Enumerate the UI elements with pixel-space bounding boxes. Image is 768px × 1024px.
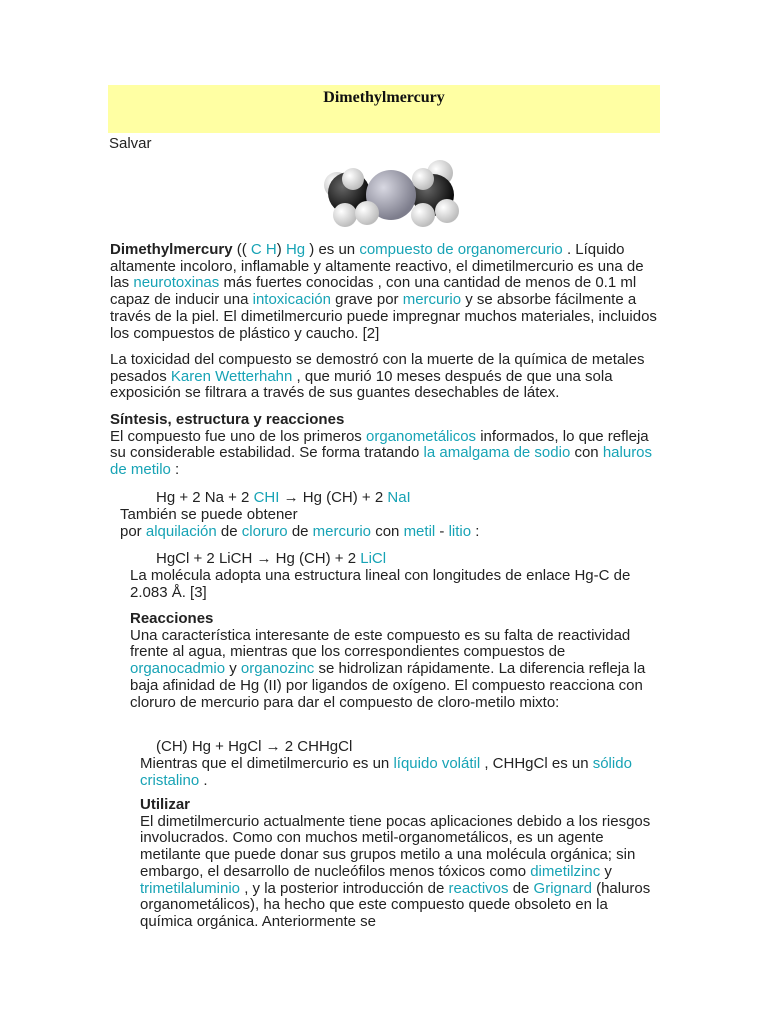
link-compuesto-organomercurio[interactable]: compuesto de organomercurio — [359, 241, 563, 258]
hydrogen-atom — [342, 168, 364, 190]
link-solido-cristalino[interactable]: sólido cristalino — [140, 755, 632, 789]
link-intoxicacion[interactable]: intoxicación — [252, 291, 331, 309]
alternative-synthesis: También se puede obtener por alquilación de cloruro de mercurio con metil - litio : — [120, 506, 480, 540]
link-alquilacion[interactable]: alquilación — [145, 522, 217, 540]
equation-1: Hg + 2 Na + 2 CHI → Hg (CH) + 2 NaI — [156, 489, 411, 506]
hydrogen-atom — [411, 203, 435, 227]
salvar-link[interactable]: Salvar — [109, 135, 152, 152]
link-amalgama-sodio[interactable]: la amalgama de sodio — [423, 444, 571, 462]
link-grignard[interactable]: Grignard — [533, 879, 592, 897]
link-mercurio[interactable]: mercurio — [402, 291, 462, 309]
reactions-section: Reacciones Una característica interesante de este compuesto es su falta de reactividad frente al agua, mientras que los correspondientes compuestos de organocadmio y organozinc se hidrolizan rápidamente. La diferencia refleja la baja afinidad de Hg (II) por ligandos de oxígeno. El compuesto reacciona con cloruro de mercurio para dar el compuesto de cloro-metilo mixto: — [130, 610, 646, 711]
link-liquido-volatil[interactable]: líquido volátil — [393, 755, 481, 772]
compound-name: Dimethylmercury — [110, 241, 233, 258]
synthesis-heading: Síntesis, estructura y reacciones — [110, 411, 345, 428]
link-cloruro[interactable]: cloruro — [241, 522, 288, 540]
equation-2: HgCl + 2 LiCH → Hg (CH) + 2 LiCl — [156, 550, 387, 567]
hydrogen-atom — [355, 201, 379, 225]
page-title: Dimethylmercury — [323, 89, 445, 106]
link-nai[interactable]: NaI — [387, 489, 411, 506]
link-c[interactable]: C — [250, 241, 262, 258]
link-haluros-metilo[interactable]: haluros de metilo — [110, 444, 653, 479]
dimethylmercury-space-filling-model — [315, 155, 465, 235]
link-h[interactable]: H — [265, 241, 277, 258]
link-dimetilzinc[interactable]: dimetilzinc — [530, 862, 601, 880]
link-organometalicos[interactable]: organometálicos — [365, 427, 477, 445]
hydrogen-atom — [333, 203, 357, 227]
link-organozinc[interactable]: organozinc — [240, 660, 315, 678]
link-trimetilaluminio[interactable]: trimetilaluminio — [140, 879, 241, 897]
uses-section: Utilizar El dimetilmercurio actualmente tiene pocas aplicaciones debido a los riesgos involucrados. Como con muchos metil-organometálicos, es un agente metilante que puede donar sus grupos metilo a una molécula orgánica; sin embargo, el desarrollo de nucleófilos menos tóxicos como dimetilzinc y trimetilaluminio , y la posterior introducción de reactivos de Grignard (haluros organometálicos), ha hecho que este compuesto quede obsoleto en la química orgánica. Anteriormente se — [140, 796, 651, 930]
link-reactivos[interactable]: reactivos — [448, 879, 509, 897]
hydrogen-atom — [435, 199, 459, 223]
link-hg[interactable]: Hg — [285, 241, 306, 258]
link-organocadmio[interactable]: organocadmio — [130, 660, 226, 678]
link-licl[interactable]: LiCl — [360, 550, 387, 567]
link-chi[interactable]: CHI — [253, 489, 280, 506]
title-banner — [108, 85, 660, 133]
toxicity-paragraph: La toxicidad del compuesto se demostró con la muerte de la química de metales pesados Karen Wetterhahn , que murió 10 meses después de que una sola exposición se filtrara a través de sus guantes desechables de látex. — [110, 351, 645, 402]
equation-3: (CH) Hg + HgCl → 2 CHHgCl — [156, 738, 353, 755]
structure-paragraph: La molécula adopta una estructura lineal con longitudes de enlace Hg-C de 2.083 Å. [3] — [130, 567, 631, 601]
link-karen-wetterhahn[interactable]: Karen Wetterhahn — [170, 367, 293, 385]
link-metil[interactable]: metil — [403, 522, 436, 540]
link-litio[interactable]: litio — [448, 522, 472, 540]
synthesis-section: Síntesis, estructura y reacciones El compuesto fue uno de los primeros organometálicos informados, lo que refleja su considerable estabilidad. Se forma tratando la amalgama de sodio con haluros de metilo : — [110, 411, 653, 479]
link-mercurio-2[interactable]: mercurio — [312, 522, 372, 540]
reactions-heading: Reacciones — [130, 610, 214, 627]
link-neurotoxinas[interactable]: neurotoxinas — [133, 274, 220, 292]
products-paragraph: Mientras que el dimetilmercurio es un líquido volátil , CHHgCl es un sólido cristalino . — [140, 755, 632, 789]
intro-paragraph: Dimethylmercury (( C H) Hg ) es un compuesto de organomercurio . Líquido altamente incoloro, inflamable y altamente reactivo, el dimetilmercurio es una de las neurotoxinas más fuertes conocidas , con una cantidad de menos de 0.1 ml capaz de inducir una intoxicación grave por mercurio y se absorbe fácilmente a través de la piel. El dimetilmercurio puede impregnar muchos materiales, incluidos los compuestos de plástico y caucho. [2] — [110, 241, 657, 342]
hydrogen-atom — [412, 168, 434, 190]
uses-heading: Utilizar — [140, 796, 191, 813]
